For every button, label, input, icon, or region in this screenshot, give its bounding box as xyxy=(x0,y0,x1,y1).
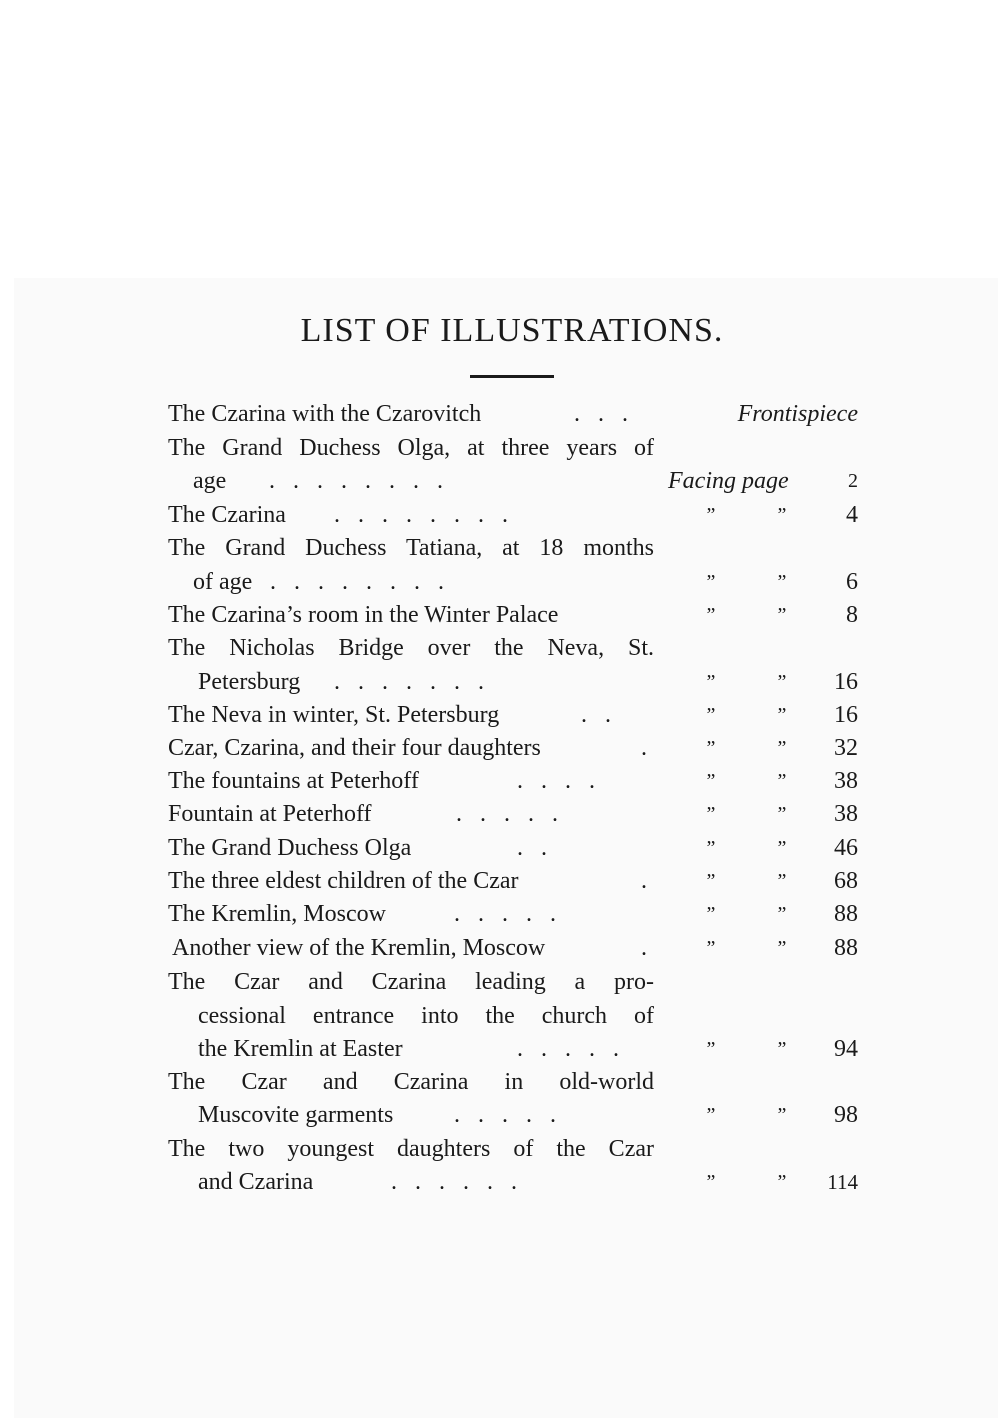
ditto-mark: ” xyxy=(706,704,716,726)
entry-title: The Grand Duchess Tatiana, at 18 months xyxy=(168,535,654,561)
leader-dots: . . xyxy=(581,702,611,728)
entry-title: Muscovite garments xyxy=(198,1102,394,1128)
ditto-mark: ” xyxy=(777,671,787,693)
ditto-mark: ” xyxy=(706,1038,716,1060)
page-number: 98 xyxy=(834,1102,858,1128)
page-number: 4 xyxy=(846,502,858,528)
ditto-mark: ” xyxy=(706,1171,716,1193)
list-item-continuation xyxy=(0,565,1000,599)
leader-dots: . . . . . xyxy=(454,1102,556,1128)
entry-title: cessional entrance into the church of xyxy=(198,1003,654,1029)
entry-title: The Czarina xyxy=(168,502,286,528)
list-item-continuation xyxy=(0,1098,1000,1132)
page-number: 2 xyxy=(848,470,858,492)
list-item xyxy=(0,864,1000,898)
ditto-mark: ” xyxy=(706,837,716,859)
ditto-mark: ” xyxy=(777,937,787,959)
leader-dots: . . . . . xyxy=(456,801,558,827)
entry-title: the Kremlin at Easter xyxy=(198,1036,403,1062)
list-item xyxy=(0,731,1000,765)
entry-title: of age xyxy=(193,569,253,595)
ditto-mark: ” xyxy=(706,803,716,825)
list-item xyxy=(0,931,1000,965)
ditto-mark: ” xyxy=(777,504,787,526)
ditto-mark: ” xyxy=(706,870,716,892)
ditto-mark: ” xyxy=(777,1104,787,1126)
page-number: 8 xyxy=(846,602,858,628)
ditto-mark: ” xyxy=(777,837,787,859)
list-item xyxy=(0,1132,1000,1166)
list-item xyxy=(0,764,1000,798)
entry-label: Frontispiece xyxy=(737,401,858,427)
ditto-mark: ” xyxy=(706,1104,716,1126)
page-number: 38 xyxy=(834,768,858,794)
entry-title: Another view of the Kremlin, Moscow xyxy=(172,935,546,961)
list-item xyxy=(0,531,1000,565)
ditto-mark: ” xyxy=(777,770,787,792)
entry-title: The Czarina with the Czarovitch xyxy=(168,401,482,427)
entry-title: The Neva in winter, St. Petersburg xyxy=(168,702,500,728)
page-number: 32 xyxy=(834,735,858,761)
entry-title: The Grand Duchess Olga, at three years of xyxy=(168,435,654,461)
ditto-mark: ” xyxy=(706,671,716,693)
entry-title: Czar, Czarina, and their four daughters xyxy=(168,735,541,761)
list-item-continuation xyxy=(0,665,1000,699)
page-number: 38 xyxy=(834,801,858,827)
list-item xyxy=(0,831,1000,865)
list-item xyxy=(0,965,1000,999)
entry-title: The Kremlin, Moscow xyxy=(168,901,386,927)
entry-title: The fountains at Peterhoff xyxy=(168,768,419,794)
ditto-mark: ” xyxy=(777,604,787,626)
leader-dots: . . . . . . . xyxy=(334,669,484,695)
ditto-mark: ” xyxy=(706,504,716,526)
entry-title: The Nicholas Bridge over the Neva, St. xyxy=(168,635,654,661)
page-number: 6 xyxy=(846,569,858,595)
leader-dots: . . . . . xyxy=(454,901,556,927)
ditto-mark: ” xyxy=(706,903,716,925)
leader-dots: . . . . . . . . xyxy=(334,502,508,528)
leader-dots: . . xyxy=(517,835,547,861)
ditto-mark: ” xyxy=(777,704,787,726)
leader-dots: . xyxy=(641,735,647,761)
list-item-continuation xyxy=(0,464,1000,498)
list-item xyxy=(0,1065,1000,1099)
page-number: 88 xyxy=(834,935,858,961)
list-item-continuation xyxy=(0,1032,1000,1066)
entry-title: The two youngest daughters of the Czar xyxy=(168,1136,654,1162)
ditto-mark: ” xyxy=(777,1171,787,1193)
ditto-mark: ” xyxy=(706,604,716,626)
list-item xyxy=(0,897,1000,931)
ditto-mark: ” xyxy=(777,903,787,925)
ditto-mark: ” xyxy=(706,737,716,759)
page-title: LIST OF ILLUSTRATIONS. xyxy=(300,312,724,349)
list-item xyxy=(0,498,1000,532)
ditto-mark: ” xyxy=(777,870,787,892)
list-item xyxy=(0,797,1000,831)
page-number: 114 xyxy=(827,1170,858,1194)
ditto-mark: ” xyxy=(706,937,716,959)
leader-dots: . . . . xyxy=(517,768,595,794)
entry-label: Facing page xyxy=(668,468,789,494)
list-item xyxy=(0,397,1000,431)
page-number: 16 xyxy=(834,669,858,695)
page-number: 46 xyxy=(834,835,858,861)
list-item xyxy=(0,431,1000,465)
leader-dots: . xyxy=(641,935,647,961)
entry-title: age xyxy=(193,468,227,494)
page-number: 68 xyxy=(834,868,858,894)
list-item xyxy=(0,598,1000,632)
entry-title: Fountain at Peterhoff xyxy=(168,801,372,827)
ditto-mark: ” xyxy=(777,571,787,593)
ditto-mark: ” xyxy=(777,803,787,825)
list-item-continuation xyxy=(0,999,1000,1033)
ditto-mark: ” xyxy=(777,1038,787,1060)
entry-title: The Czar and Czarina leading a pro- xyxy=(168,969,654,995)
entry-title: The Grand Duchess Olga xyxy=(168,835,412,861)
list-item xyxy=(0,698,1000,732)
leader-dots: . . . xyxy=(574,401,628,427)
leader-dots: . . . . . . xyxy=(391,1169,517,1195)
list-item-continuation xyxy=(0,1165,1000,1199)
entry-title: The Czarina’s room in the Winter Palace xyxy=(168,602,559,628)
entry-title: and Czarina xyxy=(198,1169,314,1195)
leader-dots: . . . . . xyxy=(517,1036,619,1062)
list-item xyxy=(0,631,1000,665)
page-number: 94 xyxy=(834,1036,858,1062)
leader-dots: . . . . . . . . xyxy=(270,569,444,595)
ditto-mark: ” xyxy=(706,571,716,593)
ditto-mark: ” xyxy=(777,737,787,759)
page-number: 16 xyxy=(834,702,858,728)
ditto-mark: ” xyxy=(706,770,716,792)
entry-title: Petersburg xyxy=(198,669,301,695)
leader-dots: . xyxy=(641,868,647,894)
page-number: 88 xyxy=(834,901,858,927)
entry-title: The Czar and Czarina in old-world xyxy=(168,1069,654,1095)
entry-title: The three eldest children of the Czar xyxy=(168,868,519,894)
leader-dots: . . . . . . . . xyxy=(269,468,443,494)
